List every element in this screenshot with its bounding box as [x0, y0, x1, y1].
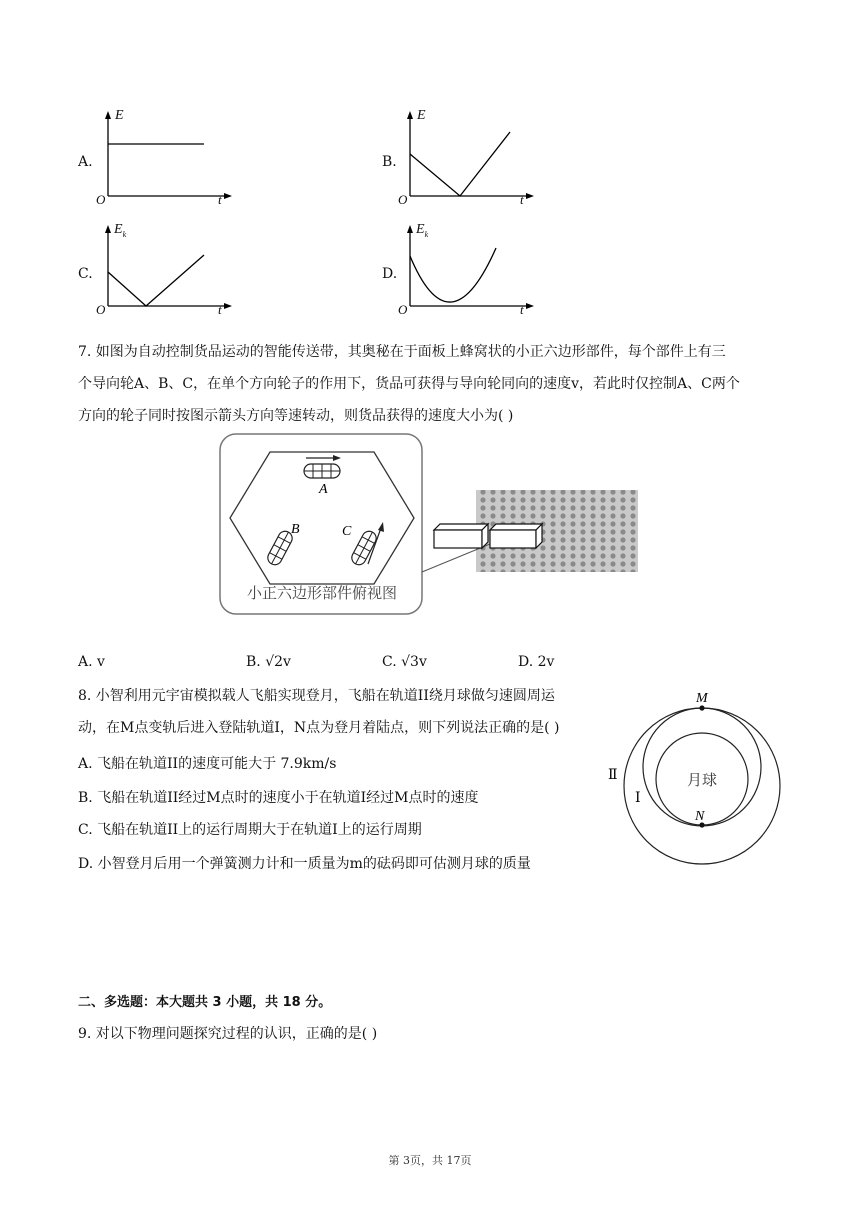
- graph-d-xlabel: t: [520, 302, 524, 317]
- graph-b-origin: O: [398, 192, 408, 207]
- section-heading: 二、多选题：本大题共 3 小题，共 18 分。: [78, 995, 332, 1010]
- q7-line3: 方向的轮子同时按图示箭头方向等速转动，则货品获得的速度大小为( ): [78, 408, 514, 424]
- q7-option-c: C. √3v: [382, 654, 427, 670]
- wheel-a-label: A: [319, 482, 328, 497]
- graph-c-ylabel-sub: k: [122, 229, 127, 239]
- label-n: N: [695, 809, 705, 824]
- wheel-c-label: C: [342, 524, 352, 539]
- graph-d-ylabel: $E_k$: [416, 222, 429, 239]
- orbit-2-label: Ⅱ: [608, 768, 618, 783]
- label-m: M: [696, 691, 708, 706]
- point-m: [699, 705, 704, 710]
- q8-option-d: D. 小智登月后用一个弹簧测力计和一质量为m的砝码即可估测月球的质量: [78, 856, 531, 872]
- graph-c-origin: O: [96, 302, 106, 317]
- q8-line1: 8. 小智利用元宇宙模拟载人飞船实现登月，飞船在轨道II绕月球做匀速圆周运: [78, 688, 555, 704]
- figure-caption: 小正六边形部件俯视图: [246, 584, 398, 602]
- moon-label: 月球: [686, 771, 718, 789]
- graph-b-ylabel: E: [417, 108, 426, 123]
- graph-b: [382, 108, 552, 213]
- cargo-box-2: [490, 524, 542, 548]
- q7-figure: [218, 432, 642, 618]
- wheel-a: [304, 455, 341, 478]
- graph-a-label: A.: [78, 154, 93, 170]
- q8-option-a: A. 飞船在轨道II的速度可能大于 7.9km/s: [78, 756, 337, 772]
- graph-d: [382, 220, 552, 325]
- graph-c-xlabel: t: [218, 302, 222, 317]
- graph-a-ylabel: E: [115, 108, 124, 123]
- q9-text: 9. 对以下物理问题探究过程的认识，正确的是( ): [78, 1026, 378, 1042]
- q8-line2: 动，在M点变轨后进入登陆轨道I，N点为登月着陆点，则下列说法正确的是( ): [78, 720, 560, 736]
- graph-d-origin: O: [398, 302, 408, 317]
- q7-line1: 7. 如图为自动控制货品运动的智能传送带，其奥秘在于面板上蜂窝状的小正六边形部件，每个部件上有三: [78, 344, 726, 360]
- graph-b-label: B.: [382, 154, 397, 170]
- graph-d-ylabel-sub: k: [424, 229, 429, 239]
- graph-c: [78, 220, 248, 325]
- graph-d-label: D.: [382, 266, 398, 282]
- graph-a-xlabel: t: [218, 192, 222, 207]
- q8-option-b: B. 飞船在轨道II经过M点时的速度小于在轨道I经过M点时的速度: [78, 790, 479, 806]
- graph-c-label: C.: [78, 266, 93, 282]
- page-footer: 第 3页，共 17页: [388, 1154, 472, 1167]
- q8-option-c: C. 飞船在轨道II上的运行周期大于在轨道I上的运行周期: [78, 822, 422, 838]
- graph-b-xlabel: t: [520, 192, 524, 207]
- cargo-box-1: [434, 524, 488, 548]
- q7-option-a: A. v: [78, 654, 105, 670]
- q7-line2: 个导向轮A、B、C，在单个方向轮子的作用下，货品可获得与导向轮同向的速度v，若此时仅控制A、C两个: [78, 376, 740, 392]
- wheel-b-label: B: [291, 522, 300, 537]
- orbit-figure: [604, 680, 784, 876]
- graph-c-ylabel: $E_k$: [114, 222, 127, 239]
- graph-a-origin: O: [96, 192, 106, 207]
- q7-option-b: B. √2v: [246, 654, 291, 670]
- graph-a: [78, 108, 248, 213]
- orbit-1-label: Ⅰ: [635, 791, 641, 806]
- q7-option-d: D. 2v: [518, 654, 555, 670]
